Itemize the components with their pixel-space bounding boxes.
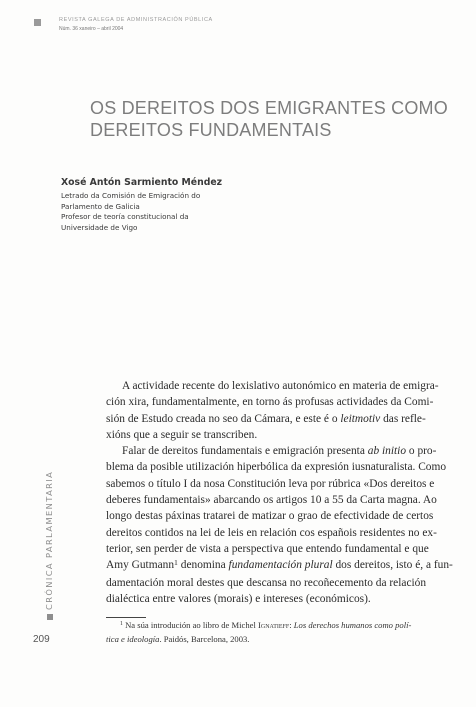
title-line-1: OS DEREITOS DOS EMIGRANTES COMO	[90, 98, 448, 118]
body-line: dereitos contidos na lei de leis en relación cos españois residentes no ex-	[106, 526, 437, 539]
author-affiliation	[61, 191, 200, 233]
header-square-icon	[34, 19, 41, 26]
article-title	[90, 97, 450, 141]
footnote-ref[interactable]: 1	[174, 557, 178, 567]
cited-title: Los derechos humanos como polí-	[293, 620, 412, 630]
emphasis-leitmotiv: leitmotiv	[340, 412, 381, 425]
footnote: $^1$ Na súa introdución ao libro de Michel Ignatieff: Los derechos humanos como polí- tica e ideología. Paidós, Barcelona, 2003.	[106, 620, 412, 644]
paragraph-1	[106, 378, 444, 443]
author-name: Xosé Antón Sarmiento Méndez	[61, 177, 223, 188]
affiliation-line: Letrado da Comisión de Emigración do	[61, 191, 201, 200]
affiliation-line: Parlamento de Galicia	[61, 201, 140, 211]
title-line-2: DEREITOS FUNDAMENTAIS	[90, 120, 332, 140]
issue-info: Núm. 36 xaneiro – abril 2004	[59, 26, 124, 32]
cited-title-cont: tica e ideología	[106, 633, 160, 644]
article-body	[106, 378, 453, 607]
affiliation-line: Profesor de teoría constitucional da	[61, 212, 189, 221]
body-line: xións que a seguir se transcriben.	[106, 428, 258, 441]
body-line: Amy Gutmann$^1$ denomina fundamentación plural dos dereitos, isto é, a fun-	[106, 557, 453, 572]
affiliation-line: Universidade de Vigo	[61, 222, 138, 232]
paragraph-2	[106, 443, 453, 607]
body-line: Falar de dereitos fundamentais e emigración presenta ab initio o pro-	[122, 445, 437, 458]
body-line: sabemos o título I da nosa Constitución leva por rúbrica «Dos dereitos e	[106, 477, 435, 490]
page-number: 209	[33, 634, 50, 645]
body-line: terior, sen perder de vista a perspectiva que entendo fundamental e que	[106, 542, 429, 555]
emphasis-plural: fundamentación plural	[228, 559, 333, 572]
section-square-icon	[47, 614, 53, 620]
body-line: blema da posible utilización hiperbólica da expresión iusnaturalista. Como	[106, 461, 447, 474]
section-label: CRÓNICA PARLAMENTARIA	[44, 471, 54, 620]
journal-name: REVISTA GALEGA DE ADMINISTRACIÓN PÚBLICA	[59, 17, 213, 23]
cited-author: Ignatieff	[258, 620, 290, 630]
body-line: longo destas páxinas tratarei de matizar o grao de efectividade de certos	[106, 510, 434, 523]
emphasis-ab-initio: ab initio	[367, 445, 407, 458]
footnote-divider	[106, 617, 146, 618]
body-line: dialéctica entre valores (morais) e intereses (económicos).	[106, 592, 371, 605]
body-line: damentación moral destes que descansa no recoñecemento da relación	[106, 576, 427, 589]
body-line: ción xira, fundamentalmente, en torno ás profusas actividades da Comi-	[106, 396, 434, 409]
body-line: A actividade recente do lexislativo autonómico en materia de emigra-	[122, 380, 439, 392]
footnote-mark: 1	[120, 621, 123, 628]
body-line: deberes fundamentais» abarcando os artigos 10 a 55 da Carta magna. Ao	[106, 494, 437, 507]
body-line: sión de Estudo creada no seo da Cámara, e este é o leitmotiv das refle-	[106, 412, 426, 425]
